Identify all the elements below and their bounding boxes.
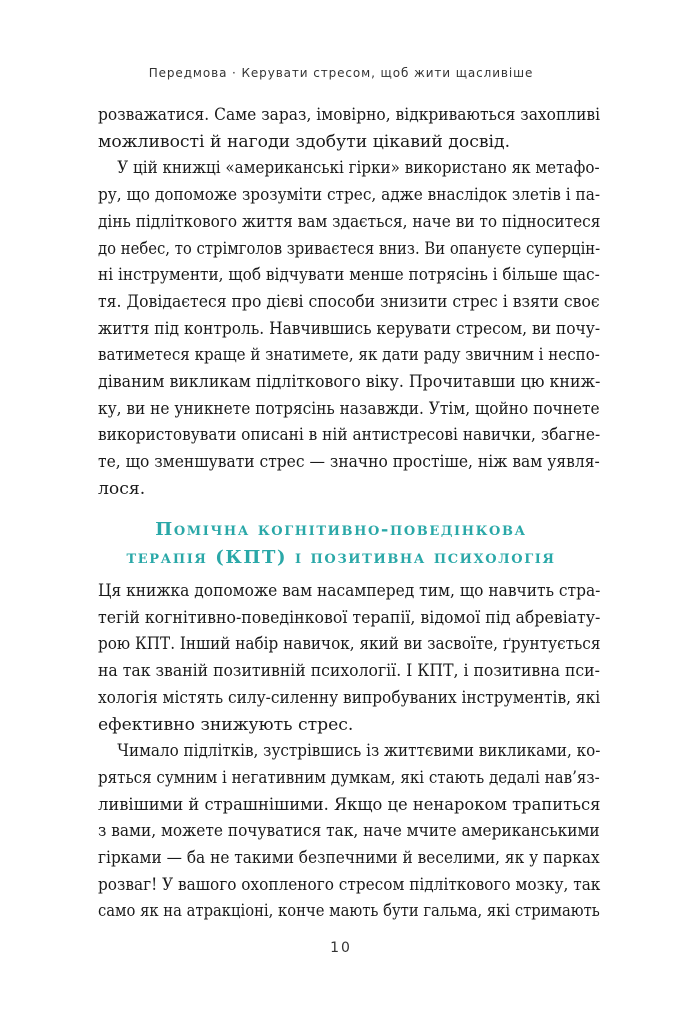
- running-header: Передмова · Керувати стресом, щоб жити щасливіше: [148, 66, 534, 80]
- text-line: ефективно знижують стрес.: [98, 714, 354, 735]
- body-text-block-1: [98, 102, 600, 503]
- section-heading-line-1: Помічна когнітивно-поведінкова: [155, 519, 527, 540]
- text-line: У цій книжці «американські гірки» використано як метафо-: [98, 158, 600, 179]
- text-line: розваг! У вашого охопленого стресом підліткового мозку, так: [98, 874, 601, 895]
- text-line: гірками — ба не такими безпечними й веселими, як у парках: [98, 848, 600, 869]
- text-line: до небес, то стрімголов зриваєтеся вниз. Ви опануєте суперцін-: [98, 238, 601, 259]
- text-line: можливості й нагоди здобути цікавий досвід.: [98, 131, 511, 152]
- text-line: на так званій позитивній психології. І КПТ, і позитивна пси-: [98, 661, 600, 682]
- text-line: діваним викликам підліткового віку. Прочитавши цю книж-: [98, 372, 601, 393]
- text-line: використовувати описані в ній антистресові навички, збагне-: [98, 425, 601, 446]
- page-number: 10: [330, 940, 352, 956]
- text-line: ку, ви не уникнете потрясінь назавжди. Утім, щойно почнете: [98, 398, 600, 419]
- text-line: хологія містять силу-силенну випробуваних інструментів, які: [98, 687, 601, 708]
- text-line: життя під контроль. Навчившись керувати стресом, ви почу-: [98, 318, 601, 339]
- text-line: ні інструменти, щоб відчувати менше потрясінь і більше щас-: [98, 265, 600, 286]
- section-heading-line-2: терапія (КПТ) і позитивна психологія: [126, 547, 556, 568]
- body-text-block-2: [98, 578, 600, 925]
- text-line: само як на атракціоні, конче мають бути гальма, які стримають: [98, 901, 600, 922]
- text-line: розважатися. Саме зараз, імовірно, відкриваються захопливі: [98, 105, 601, 125]
- text-line: Ця книжка допоможе вам насамперед тим, що навчить стра-: [98, 581, 601, 601]
- text-line: ватиметеся краще й знатимете, як дати раду звичним і неспо-: [98, 345, 600, 366]
- text-line: з вами, можете почуватися так, наче мчите американськими: [98, 821, 600, 842]
- text-line: ряться сумним і негативним думкам, які стають дедалі нав’яз-: [98, 767, 600, 788]
- text-line: Чимало підлітків, зустрівшись із життєвими викликами, ко-: [98, 741, 601, 762]
- text-line: ру, що допоможе зрозуміти стрес, адже внаслідок злетів і па-: [98, 185, 601, 206]
- text-line: лося.: [98, 478, 146, 499]
- text-line: тя. Довідаєтеся про дієві способи знизити стрес і взяти своє: [98, 291, 600, 312]
- text-line: те, що зменшувати стрес — значно простіше, ніж вам уявля-: [98, 452, 600, 473]
- section-heading: [0, 516, 682, 572]
- text-line: рою КПТ. Інший набір навичок, який ви засвоїте, ґрунтується: [98, 634, 601, 655]
- text-line: дінь підліткового життя вам здається, наче ви то підноситеся: [98, 211, 601, 232]
- text-line: ливішими й страшнішими. Якщо це ненароком трапиться: [98, 794, 601, 815]
- text-line: тегій когнітивно-поведінкової терапії, відомої під абревіату-: [98, 607, 601, 628]
